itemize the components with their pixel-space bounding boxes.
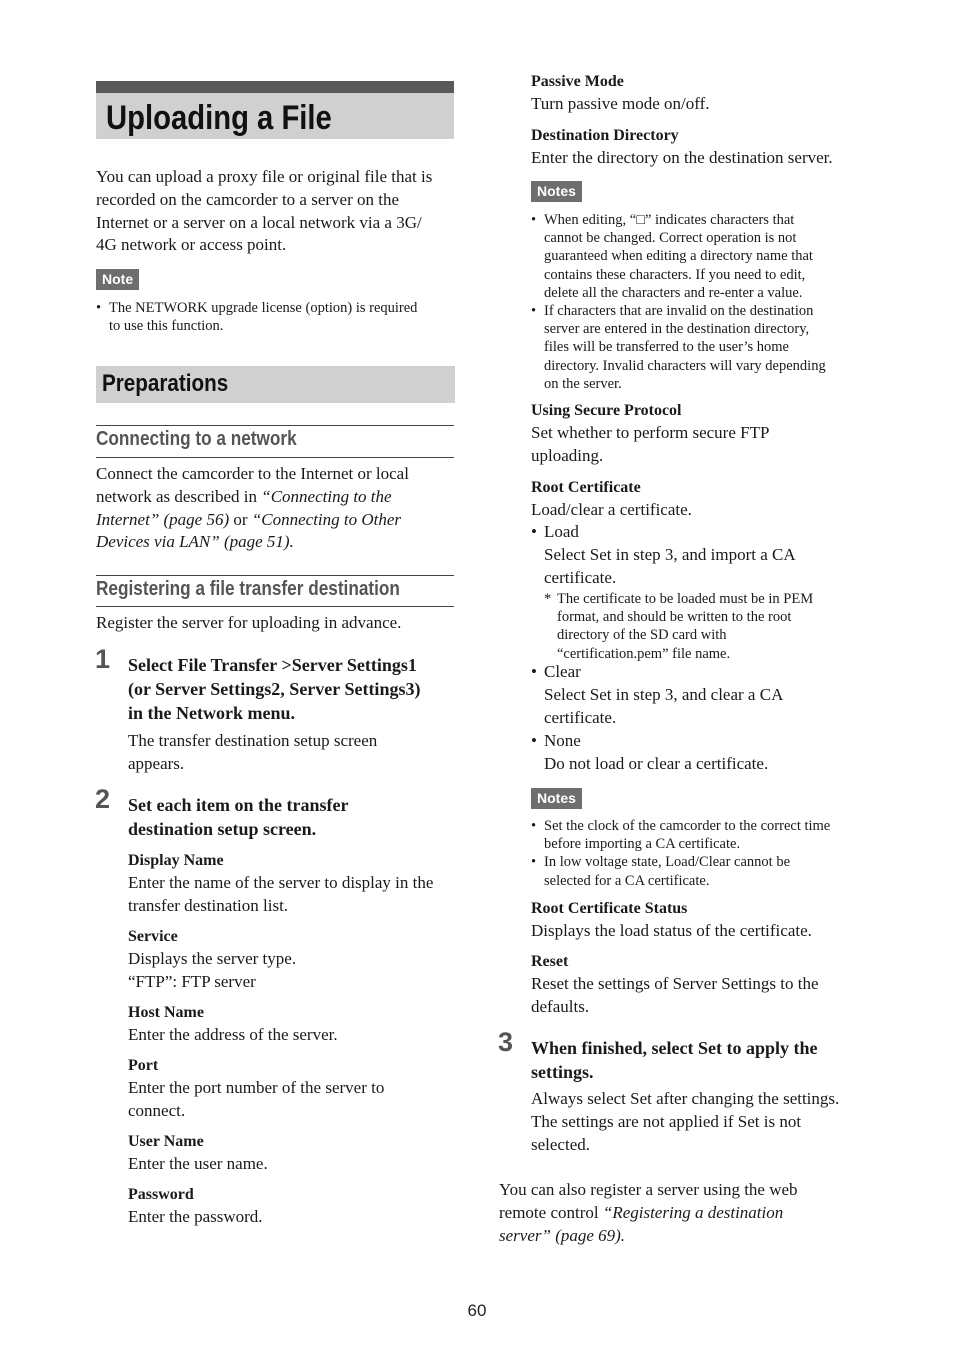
setting-item-passive-mode: [531, 71, 861, 116]
step-number: 3: [498, 1027, 514, 1057]
text-line: Enter the password.: [128, 1207, 263, 1226]
note-line: server are entered in the destination directory,: [544, 321, 810, 338]
setting-label: Display Name: [128, 852, 224, 869]
step3-heading: [531, 1036, 861, 1084]
bullet-glyph: •: [96, 300, 102, 316]
text-line: certificate.: [544, 707, 617, 727]
note-item: [531, 853, 861, 889]
text-line: The transfer destination setup screen: [128, 731, 378, 750]
note-line: If characters that are invalid on the destination: [544, 303, 814, 320]
note-item: [531, 211, 861, 302]
page-number: 60: [467, 1301, 487, 1320]
setting-label: Host Name: [128, 1004, 204, 1021]
note-line: Set the clock of the camcorder to the correct time: [544, 818, 831, 834]
bullet-glyph: •: [531, 212, 537, 228]
step1-heading: [128, 653, 458, 725]
setting-item-root-certificate-status: [531, 898, 861, 943]
bullet-glyph: •: [531, 854, 537, 871]
setting-label: Passive Mode: [531, 73, 624, 90]
text-line: Turn passive mode on/off.: [531, 94, 710, 113]
note-badge: Note: [96, 269, 139, 290]
note-line: directory of the SD card with: [557, 627, 727, 644]
setting-item-user-name: [128, 1131, 458, 1176]
step-heading-line: When finished, select Set to apply the: [531, 1038, 818, 1058]
step2-heading: [128, 793, 458, 841]
note-line: The certificate to be loaded must be in PEM: [557, 591, 814, 607]
section-bar: [96, 366, 455, 403]
text-line: Enter the port number of the server to: [128, 1078, 385, 1097]
setting-item-root-certificate: [531, 477, 861, 522]
text-line: Load/clear a certificate.: [531, 500, 692, 519]
text-line: Connect the camcorder to the Internet or local: [96, 464, 409, 483]
note-line: directory. Invalid characters will vary depending: [544, 357, 826, 374]
closing-paragraph: [499, 1179, 859, 1247]
step3-text: [531, 1088, 861, 1156]
cross-reference-link[interactable]: “Connecting to the: [261, 486, 392, 506]
text-line: Select Set in step 3, and import a CA: [544, 544, 796, 564]
setting-item-destination-directory: [531, 125, 861, 170]
text-line: Displays the load status of the certificate.: [531, 921, 812, 940]
note-line: “certification.pem” file name.: [557, 645, 731, 662]
setting-item-password: [128, 1184, 458, 1229]
setting-item-port: [128, 1055, 458, 1123]
option-load: [531, 521, 861, 589]
setting-label: Service: [128, 928, 178, 945]
step-heading-line: in the Network menu.: [128, 703, 295, 723]
setting-label: Port: [128, 1057, 159, 1074]
note-line: guaranteed when editing a directory name that: [544, 248, 813, 265]
text-span: remote control: [499, 1202, 603, 1222]
subheading-registering: [96, 575, 454, 607]
text-line: defaults.: [531, 996, 590, 1016]
step1-text: [128, 730, 458, 776]
text-line: “FTP”: FTP server: [128, 971, 256, 991]
text-line: Set whether to perform secure FTP: [531, 423, 770, 442]
notes-list: [531, 817, 861, 890]
note-line: before importing a CA certificate.: [544, 836, 741, 853]
text-line: You can also register a server using the web: [499, 1180, 798, 1199]
text-line: certificate.: [544, 567, 617, 587]
asterisk-note: [544, 590, 862, 663]
setting-label: Root Certificate Status: [531, 900, 688, 917]
setting-label: Root Certificate: [531, 479, 641, 496]
bullet-glyph: •: [531, 731, 537, 750]
setting-item-service: [128, 926, 458, 994]
setting-label: Password: [128, 1186, 194, 1203]
page-title: Uploading a File: [106, 99, 332, 137]
cross-reference-link[interactable]: “Connecting to Other: [251, 509, 402, 529]
cross-reference-link[interactable]: Internet” (page 56): [96, 509, 230, 529]
text-line: connect.: [128, 1100, 186, 1120]
note-line: selected for a CA certificate.: [544, 872, 710, 889]
text-line: Enter the name of the server to display in the: [128, 873, 434, 892]
step-heading-line: destination setup screen.: [128, 819, 317, 839]
note-line: In low voltage state, Load/Clear cannot be: [544, 854, 791, 871]
note-line: to use this function.: [109, 318, 224, 335]
note-line: format, and should be written to the root: [557, 609, 792, 626]
cross-reference-link[interactable]: server” (page 69).: [499, 1225, 626, 1245]
connect-paragraph: [96, 463, 456, 554]
page-title-bar: [96, 81, 454, 139]
note-line: delete all the characters and re-enter a value.: [544, 284, 803, 301]
text-line: appears.: [128, 753, 185, 773]
setting-item-reset: [531, 951, 861, 1019]
note-line: on the server.: [544, 375, 622, 392]
intro-line: recorded on the camcorder to a server on the: [96, 189, 400, 209]
bullet-glyph: •: [531, 303, 537, 320]
step-number: 1: [95, 644, 111, 674]
notes-badge: Notes: [531, 788, 582, 809]
setting-label: Reset: [531, 953, 569, 970]
cross-reference-link[interactable]: “Registering a destination: [602, 1202, 784, 1222]
option-none: [531, 730, 861, 776]
intro-paragraph: [96, 166, 456, 257]
option-name: Clear: [544, 662, 581, 681]
asterisk-glyph: *: [544, 591, 552, 607]
register-paragraph: Register the server for uploading in advance.: [96, 613, 402, 632]
text-line: Select Set in step 3, and clear a CA: [544, 684, 784, 704]
intro-line: You can upload a proxy file or original file that is: [96, 167, 433, 186]
note-item: [96, 299, 456, 335]
bullet-glyph: •: [531, 522, 537, 541]
notes-list: [531, 211, 861, 393]
text-line: Always select Set after changing the settings.: [531, 1089, 840, 1108]
text-line: Do not load or clear a certificate.: [544, 753, 769, 773]
note-line: When editing, “□” indicates characters that: [544, 212, 795, 228]
text-line: uploading.: [531, 445, 604, 465]
setting-item-display-name: [128, 850, 458, 918]
text-span: or: [229, 509, 252, 529]
step-heading-line: Set each item on the transfer: [128, 795, 349, 815]
note-item: [531, 817, 861, 853]
note-line: files will be transferred to the user’s home: [544, 339, 789, 356]
text-line: transfer destination list.: [128, 895, 289, 915]
setting-label: User Name: [128, 1133, 204, 1150]
bullet-glyph: •: [531, 662, 537, 681]
subheading-connecting: [96, 425, 454, 458]
option-name: Load: [544, 522, 579, 541]
intro-line: Internet or a server on a local network via a 3G/: [96, 212, 422, 232]
step-heading-line: settings.: [531, 1062, 594, 1082]
text-line: selected.: [531, 1134, 590, 1154]
note-line: The NETWORK upgrade license (option) is required: [109, 300, 418, 316]
text-line: Enter the directory on the destination server.: [531, 148, 833, 167]
step-number: 2: [95, 784, 111, 814]
step-heading-line: Select File Transfer >Server Settings1: [128, 655, 417, 675]
text-line: Displays the server type.: [128, 949, 297, 968]
text-line: The settings are not applied if Set is not: [531, 1111, 802, 1131]
bullet-glyph: •: [531, 818, 537, 834]
option-clear: [531, 661, 861, 729]
cross-reference-link[interactable]: Devices via LAN” (page 51).: [96, 532, 294, 552]
note-line: cannot be changed. Correct operation is not: [544, 230, 797, 247]
option-name: None: [544, 731, 581, 750]
setting-item-host-name: [128, 1002, 458, 1047]
setting-label: Using Secure Protocol: [531, 402, 682, 419]
text-line: Enter the user name.: [128, 1154, 268, 1173]
section-title: Preparations: [102, 370, 229, 397]
note-line: contains these characters. If you need to edit,: [544, 266, 806, 283]
subheading-text: Registering a file transfer destination: [96, 578, 400, 600]
setting-item-secure-protocol: [531, 400, 861, 468]
intro-line: 4G network or access point.: [96, 235, 287, 255]
text-span: network as described in: [96, 486, 262, 506]
text-line: Enter the address of the server.: [128, 1025, 338, 1044]
subheading-text: Connecting to a network: [96, 428, 297, 450]
text-line: Reset the settings of Server Settings to the: [531, 974, 819, 993]
setting-label: Destination Directory: [531, 127, 679, 144]
note-item: [531, 302, 861, 393]
step-heading-line: (or Server Settings2, Server Settings3): [128, 679, 421, 699]
notes-badge: Notes: [531, 181, 582, 202]
